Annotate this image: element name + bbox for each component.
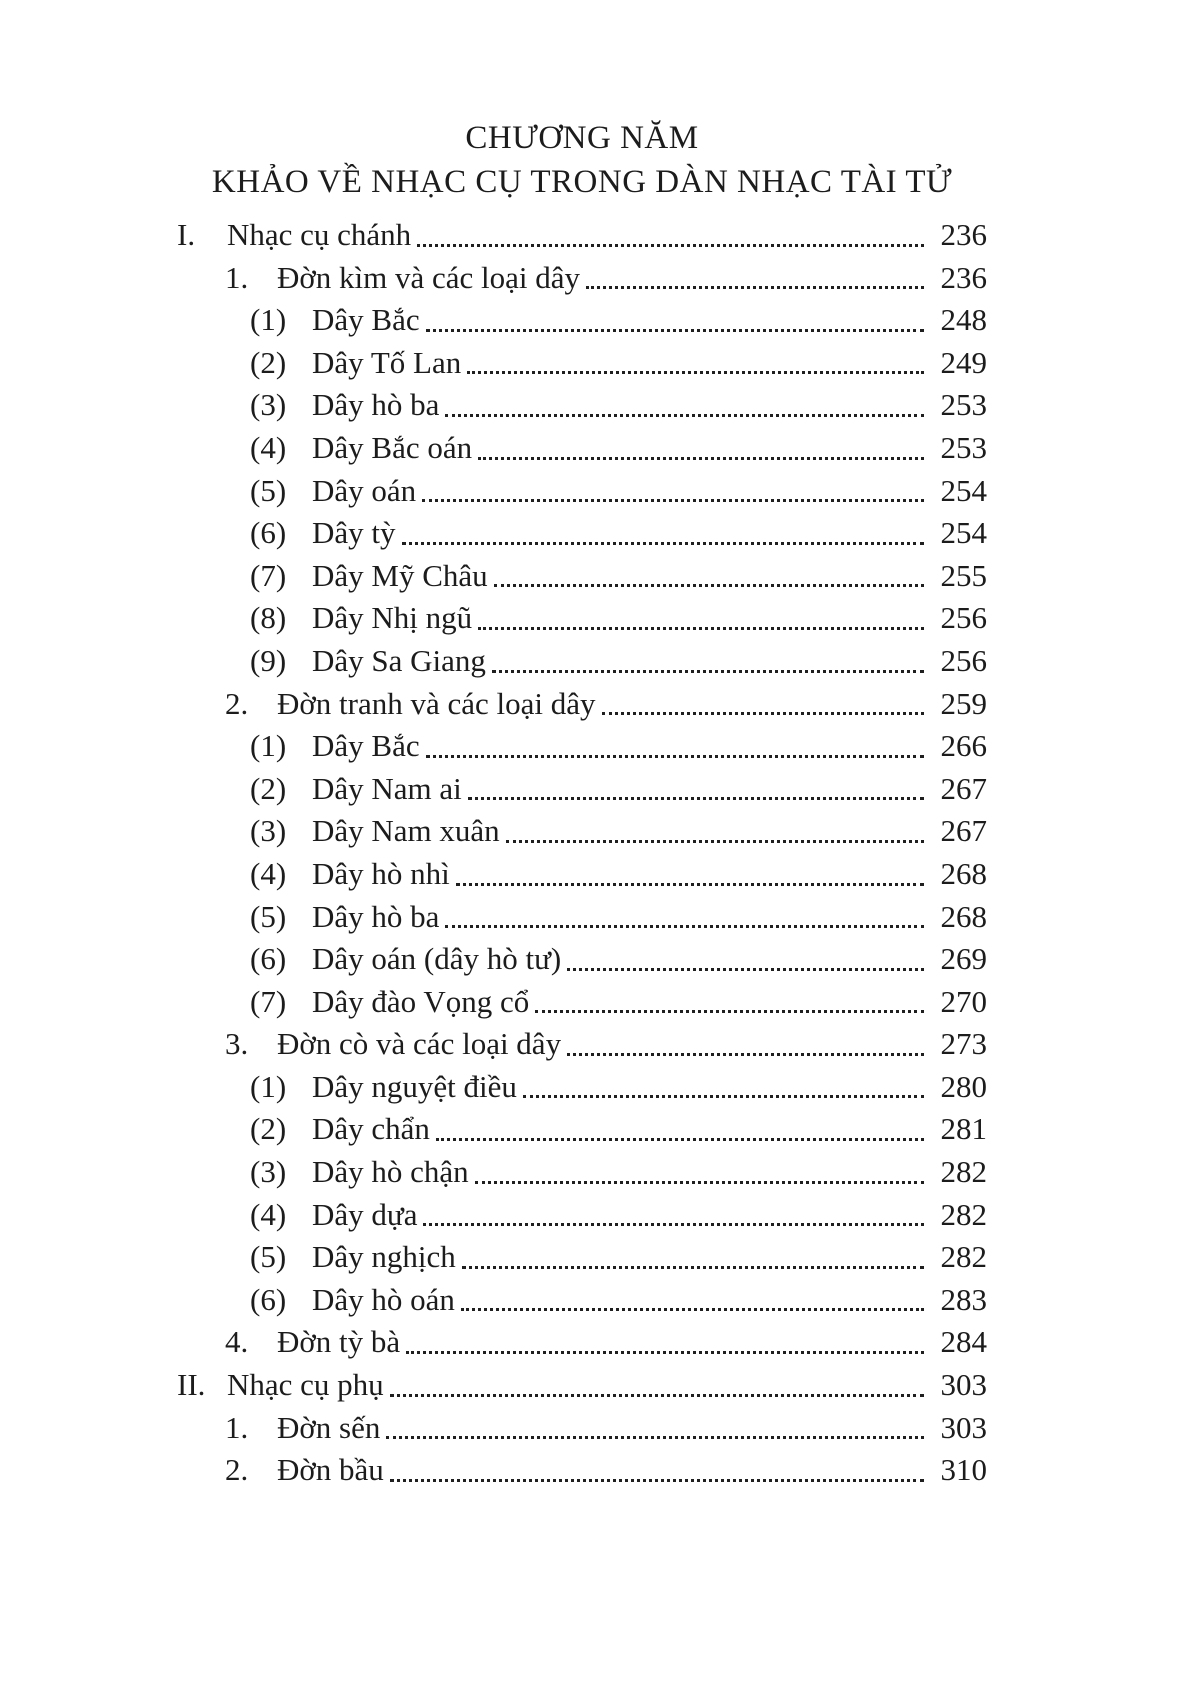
toc-entry (177, 1194, 987, 1237)
toc-entry (177, 257, 987, 300)
toc-entry-title: Đờn sến (277, 1409, 381, 1445)
toc-entry-page: 310 (940, 1452, 987, 1488)
toc-entry-number: (2) (250, 344, 287, 380)
toc-entry (177, 853, 987, 896)
toc-entry-title: Dây Bắc oán (312, 429, 473, 465)
toc-dot-leader (468, 797, 924, 800)
toc-list (177, 214, 987, 1492)
toc-entry-number: (6) (250, 515, 287, 551)
toc-entry-number: (4) (250, 429, 287, 465)
toc-entry-number: 1. (225, 259, 249, 295)
toc-entry (177, 896, 987, 939)
toc-entry-page: 303 (940, 1367, 987, 1403)
toc-entry-page: 283 (940, 1281, 987, 1317)
toc-entry (177, 1151, 987, 1194)
toc-dot-leader (417, 244, 924, 247)
toc-entry (177, 512, 987, 555)
toc-entry-number: 3. (225, 1026, 249, 1062)
chapter-heading (177, 116, 987, 204)
toc-entry (177, 597, 987, 640)
toc-entry-number: II. (177, 1367, 206, 1403)
toc-dot-leader (390, 1479, 924, 1482)
toc-dot-leader (492, 670, 924, 673)
toc-entry-title: Dây chẩn (312, 1111, 430, 1147)
toc-entry-number: (6) (250, 1281, 287, 1317)
toc-entry-number: (6) (250, 941, 287, 977)
toc-dot-leader (478, 457, 924, 460)
toc-entry (177, 1108, 987, 1151)
toc-dot-leader (462, 1266, 924, 1269)
toc-dot-leader (461, 1308, 924, 1311)
toc-entry-title: Dây hò chận (312, 1154, 469, 1190)
toc-entry-number: (2) (250, 1111, 287, 1147)
toc-entry-title: Dây Bắc (312, 302, 420, 338)
toc-entry-page: 254 (940, 515, 987, 551)
toc-entry-title: Đờn kìm và các loại dây (277, 259, 581, 295)
toc-entry (177, 810, 987, 853)
toc-entry (177, 1321, 987, 1364)
toc-dot-leader (423, 1223, 924, 1226)
toc-entry-title: Dây Nam xuân (312, 813, 500, 849)
toc-entry (177, 342, 987, 385)
toc-entry (177, 981, 987, 1024)
toc-entry-page: 249 (940, 344, 987, 380)
toc-entry-number: 1. (225, 1409, 249, 1445)
toc-entry-number: (4) (250, 855, 287, 891)
toc-entry (177, 1407, 987, 1450)
toc-entry-page: 267 (940, 813, 987, 849)
toc-entry (177, 640, 987, 683)
toc-entry-number: (1) (250, 728, 287, 764)
toc-entry-page: 255 (940, 557, 987, 593)
chapter-number-heading: CHƯƠNG NĂM (465, 120, 699, 156)
toc-entry-number: (2) (250, 770, 287, 806)
toc-entry-page: 256 (940, 600, 987, 636)
toc-entry-number: 4. (225, 1324, 249, 1360)
toc-entry-number: (5) (250, 1239, 287, 1275)
toc-entry-number: (1) (250, 1068, 287, 1104)
toc-entry-number: (8) (250, 600, 287, 636)
toc-entry-page: 268 (940, 855, 987, 891)
toc-entry-page: 236 (940, 259, 987, 295)
toc-dot-leader (567, 968, 924, 971)
toc-entry-title: Dây Nam ai (312, 770, 462, 806)
toc-entry-number: (3) (250, 813, 287, 849)
toc-entry-page: 236 (940, 217, 987, 252)
toc-dot-leader (406, 1351, 924, 1354)
toc-entry (177, 1236, 987, 1279)
toc-entry-title: Dây tỳ (312, 515, 396, 551)
toc-entry-title: Dây oán (312, 472, 417, 508)
toc-entry (177, 938, 987, 981)
toc-entry-title: Dây Mỹ Châu (312, 557, 488, 593)
toc-entry-title: Dây oán (dây hò tư) (312, 941, 562, 977)
toc-entry (177, 1449, 987, 1492)
toc-entry-page: 254 (940, 472, 987, 508)
toc-entry-page: 248 (940, 302, 987, 338)
toc-dot-leader (426, 329, 924, 332)
toc-entry-page: 267 (940, 770, 987, 806)
toc-entry-page: 284 (940, 1324, 987, 1360)
toc-entry (177, 1023, 987, 1066)
toc-entry-number: (1) (250, 302, 287, 338)
toc-entry-title: Dây hò oán (312, 1281, 455, 1317)
toc-entry-title: Dây hò nhì (312, 855, 450, 891)
toc-entry-title: Dây dựa (312, 1196, 418, 1232)
toc-dot-leader (586, 286, 924, 289)
toc-dot-leader (478, 627, 924, 630)
toc-entry-number: (3) (250, 387, 287, 423)
toc-dot-leader (475, 1181, 924, 1184)
toc-entry-page: 253 (940, 429, 987, 465)
toc-dot-leader (386, 1436, 924, 1439)
toc-entry-title: Dây Sa Giang (312, 642, 486, 678)
toc-entry-title: Dây hò ba (312, 387, 440, 423)
toc-dot-leader (567, 1053, 924, 1056)
toc-entry-title: Đờn tỳ bà (277, 1324, 401, 1360)
toc-entry-number: 2. (225, 1452, 249, 1488)
toc-dot-leader (390, 1394, 924, 1397)
toc-entry-page: 268 (940, 898, 987, 934)
toc-dot-leader (523, 1095, 924, 1098)
toc-entry (177, 768, 987, 811)
toc-entry-number: (3) (250, 1154, 287, 1190)
toc-dot-leader (426, 755, 924, 758)
toc-entry-title: Dây Tố Lan (312, 344, 462, 380)
toc-entry (177, 1066, 987, 1109)
chapter-title-heading: KHẢO VỀ NHẠC CỤ TRONG DÀN NHẠC TÀI TỬ (211, 164, 953, 200)
toc-dot-leader (436, 1138, 924, 1141)
toc-entry-page: 303 (940, 1409, 987, 1445)
toc-dot-leader (445, 414, 924, 417)
toc-entry-page: 282 (940, 1196, 987, 1232)
toc-dot-leader (402, 542, 924, 545)
toc-entry-page: 282 (940, 1154, 987, 1190)
toc-entry-page: 259 (940, 685, 987, 721)
toc-entry-title: Dây hò ba (312, 898, 440, 934)
toc-entry-page: 281 (940, 1111, 987, 1147)
toc-entry-number: (4) (250, 1196, 287, 1232)
toc-entry (177, 299, 987, 342)
toc-entry-number: (9) (250, 642, 287, 678)
toc-entry-number: (7) (250, 983, 287, 1019)
toc-entry (177, 1364, 987, 1407)
toc-entry (177, 384, 987, 427)
toc-dot-leader (456, 883, 924, 886)
toc-entry (177, 470, 987, 513)
toc-entry-page: 282 (940, 1239, 987, 1275)
toc-entry-page: 266 (940, 728, 987, 764)
toc-dot-leader (422, 499, 924, 502)
toc-entry-title: Đờn tranh và các loại dây (277, 685, 596, 721)
toc-entry-title: Đờn bầu (277, 1452, 384, 1488)
toc-entry (177, 725, 987, 768)
toc-entry-page: 253 (940, 387, 987, 423)
toc-entry (177, 1279, 987, 1322)
toc-entry-page: 273 (940, 1026, 987, 1062)
toc-dot-leader (602, 712, 924, 715)
toc-entry (177, 214, 987, 257)
toc-entry-number: (5) (250, 898, 287, 934)
toc-entry-page: 269 (940, 941, 987, 977)
toc-dot-leader (506, 840, 924, 843)
toc-entry-number: 2. (225, 685, 249, 721)
toc-dot-leader (445, 925, 924, 928)
toc-entry-title: Dây Nhị ngũ (312, 600, 473, 636)
toc-entry-title: Dây nghịch (312, 1239, 456, 1275)
toc-entry (177, 683, 987, 726)
toc-entry-title: Nhạc cụ chánh (227, 217, 412, 252)
toc-entry-title: Nhạc cụ phụ (227, 1367, 384, 1403)
toc-entry-title: Dây Bắc (312, 728, 420, 764)
toc-dot-leader (494, 584, 924, 587)
toc-dot-leader (467, 371, 924, 374)
toc-entry-number: (5) (250, 472, 287, 508)
toc-entry-page: 280 (940, 1068, 987, 1104)
toc-entry-page: 256 (940, 642, 987, 678)
toc-entry-page: 270 (940, 983, 987, 1019)
toc-entry-number: I. (177, 217, 196, 252)
toc-entry-title: Đờn cò và các loại dây (277, 1026, 562, 1062)
toc-dot-leader (535, 1010, 924, 1013)
toc-entry (177, 427, 987, 470)
toc-entry-title: Dây đào Vọng cổ (312, 983, 530, 1019)
toc-entry-title: Dây nguyệt điều (312, 1068, 517, 1104)
toc-entry-number: (7) (250, 557, 287, 593)
toc-entry (177, 555, 987, 598)
